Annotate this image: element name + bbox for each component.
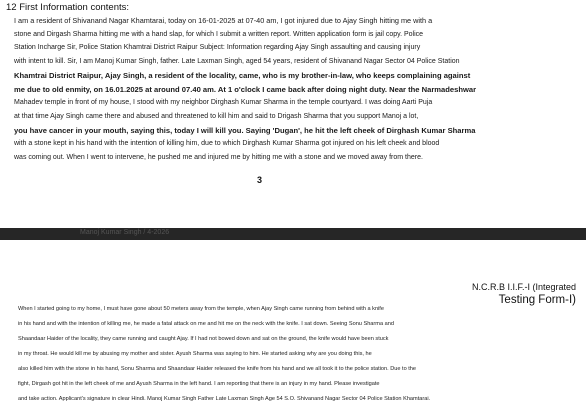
text-line: Shaandaar Haider of the locality, they came running and caught Ajay. If I had not bowed down and sat on the ground, the knife would have been stuck [18,336,389,342]
text-line: When I started going to my home, I must have gone about 50 meters away from the temple, when Ajay Singh came running from behind with a knife [18,306,384,312]
text-line: with a stone kept in his hand with the intention of killing him, due to which Dirghash Kumar Sharma got injured on his left cheek and blood [14,140,440,148]
form-title-line-2: Testing Form-I) [498,294,576,306]
text-line: in his hand and with the intention of killing me, he made a fatal attack on me and hit me on the neck with the knife. I sat down. Seeing Sonu Sharma and [18,321,394,327]
form-title-line-1: N.C.R.B I.I.F.-I (Integrated [471,282,576,292]
text-line: and take action. Applicant's signature in clear Hindi. Manoj Kumar Singh Father Late Laxman Singh Age 54 S.O. Shivanand Nagar Sector 04 Police Station Khamtarai. [18,396,431,402]
text-line: you have cancer in your mouth, saying this, today I will kill you. Saying 'Dugan', he hit the left cheek of Dirghash Kumar Sharma [14,125,476,135]
text-line: me due to old enmity, on 16.01.2025 at around 07.40 am. At 1 o'clock I came back after doing night duty. Near the Narmadeshwar [14,84,477,94]
information-text-block [14,14,580,165]
text-line: Station Incharge Sir, Police Station Khamtrai District Raipur Subject: Information regarding Ajay Singh assaulting and causing injury [14,44,421,52]
text-line: fight, Dirgash got hit in the left cheek of me and Ayush Sharma in the left hand. I am reporting that there is an injury in my hand. Please investigate [18,381,380,387]
text-line: Mahadev temple in front of my house, I stood with my neighbor Dirghash Kumar Sharma in the temple courtyard. I was doing Aarti Puja [14,99,433,107]
text-line: in my throat. He would kill me by abusing my mother and sister. Ayush Sharma was saying to him. He started asking why are you doing this, he [18,351,372,357]
separator-caption: Manoj Kumar Singh / 4-2026 [80,229,170,236]
text-line: I am a resident of Shivanand Nagar Khamtarai, today on 16-01-2025 at 07-40 am, I got injured due to Ajay Singh hitting me with a [14,16,433,25]
page-separator-band [0,228,586,240]
document-page-2 [0,240,586,414]
section-heading: 12 First Information contents: [6,2,130,13]
page-number: 3 [257,175,263,185]
text-line: was coming out. When I went to intervene, he pushed me and injured me by hitting me with a stone and we moved away from there. [14,154,423,162]
text-line: also killed him with the stone in his hand, Sonu Sharma and Shaandaar Haider released the knife from his hand and we all took it to the police station. Due to the [18,366,417,372]
text-line: stone and Dirgash Sharma hitting me with a hand slap, for which I submit a written report. Written application form is jail copy. Police [14,30,424,38]
continuation-text-block [18,302,580,407]
text-line: at that time Ajay Singh came there and abused and threatened to kill him and said to Drigash Sharma that you support Manoj a lot, [14,112,419,120]
text-line: with intent to kill. Sir, I am Manoj Kumar Singh, father. Late Laxman Singh, aged 54 years, resident of Shivanand Nagar Sector 04 Police Station [14,58,460,66]
text-line: Khamtrai District Raipur, Ajay Singh, a resident of the locality, came, who is my brother-in-law, who keeps complaining against [14,70,471,80]
